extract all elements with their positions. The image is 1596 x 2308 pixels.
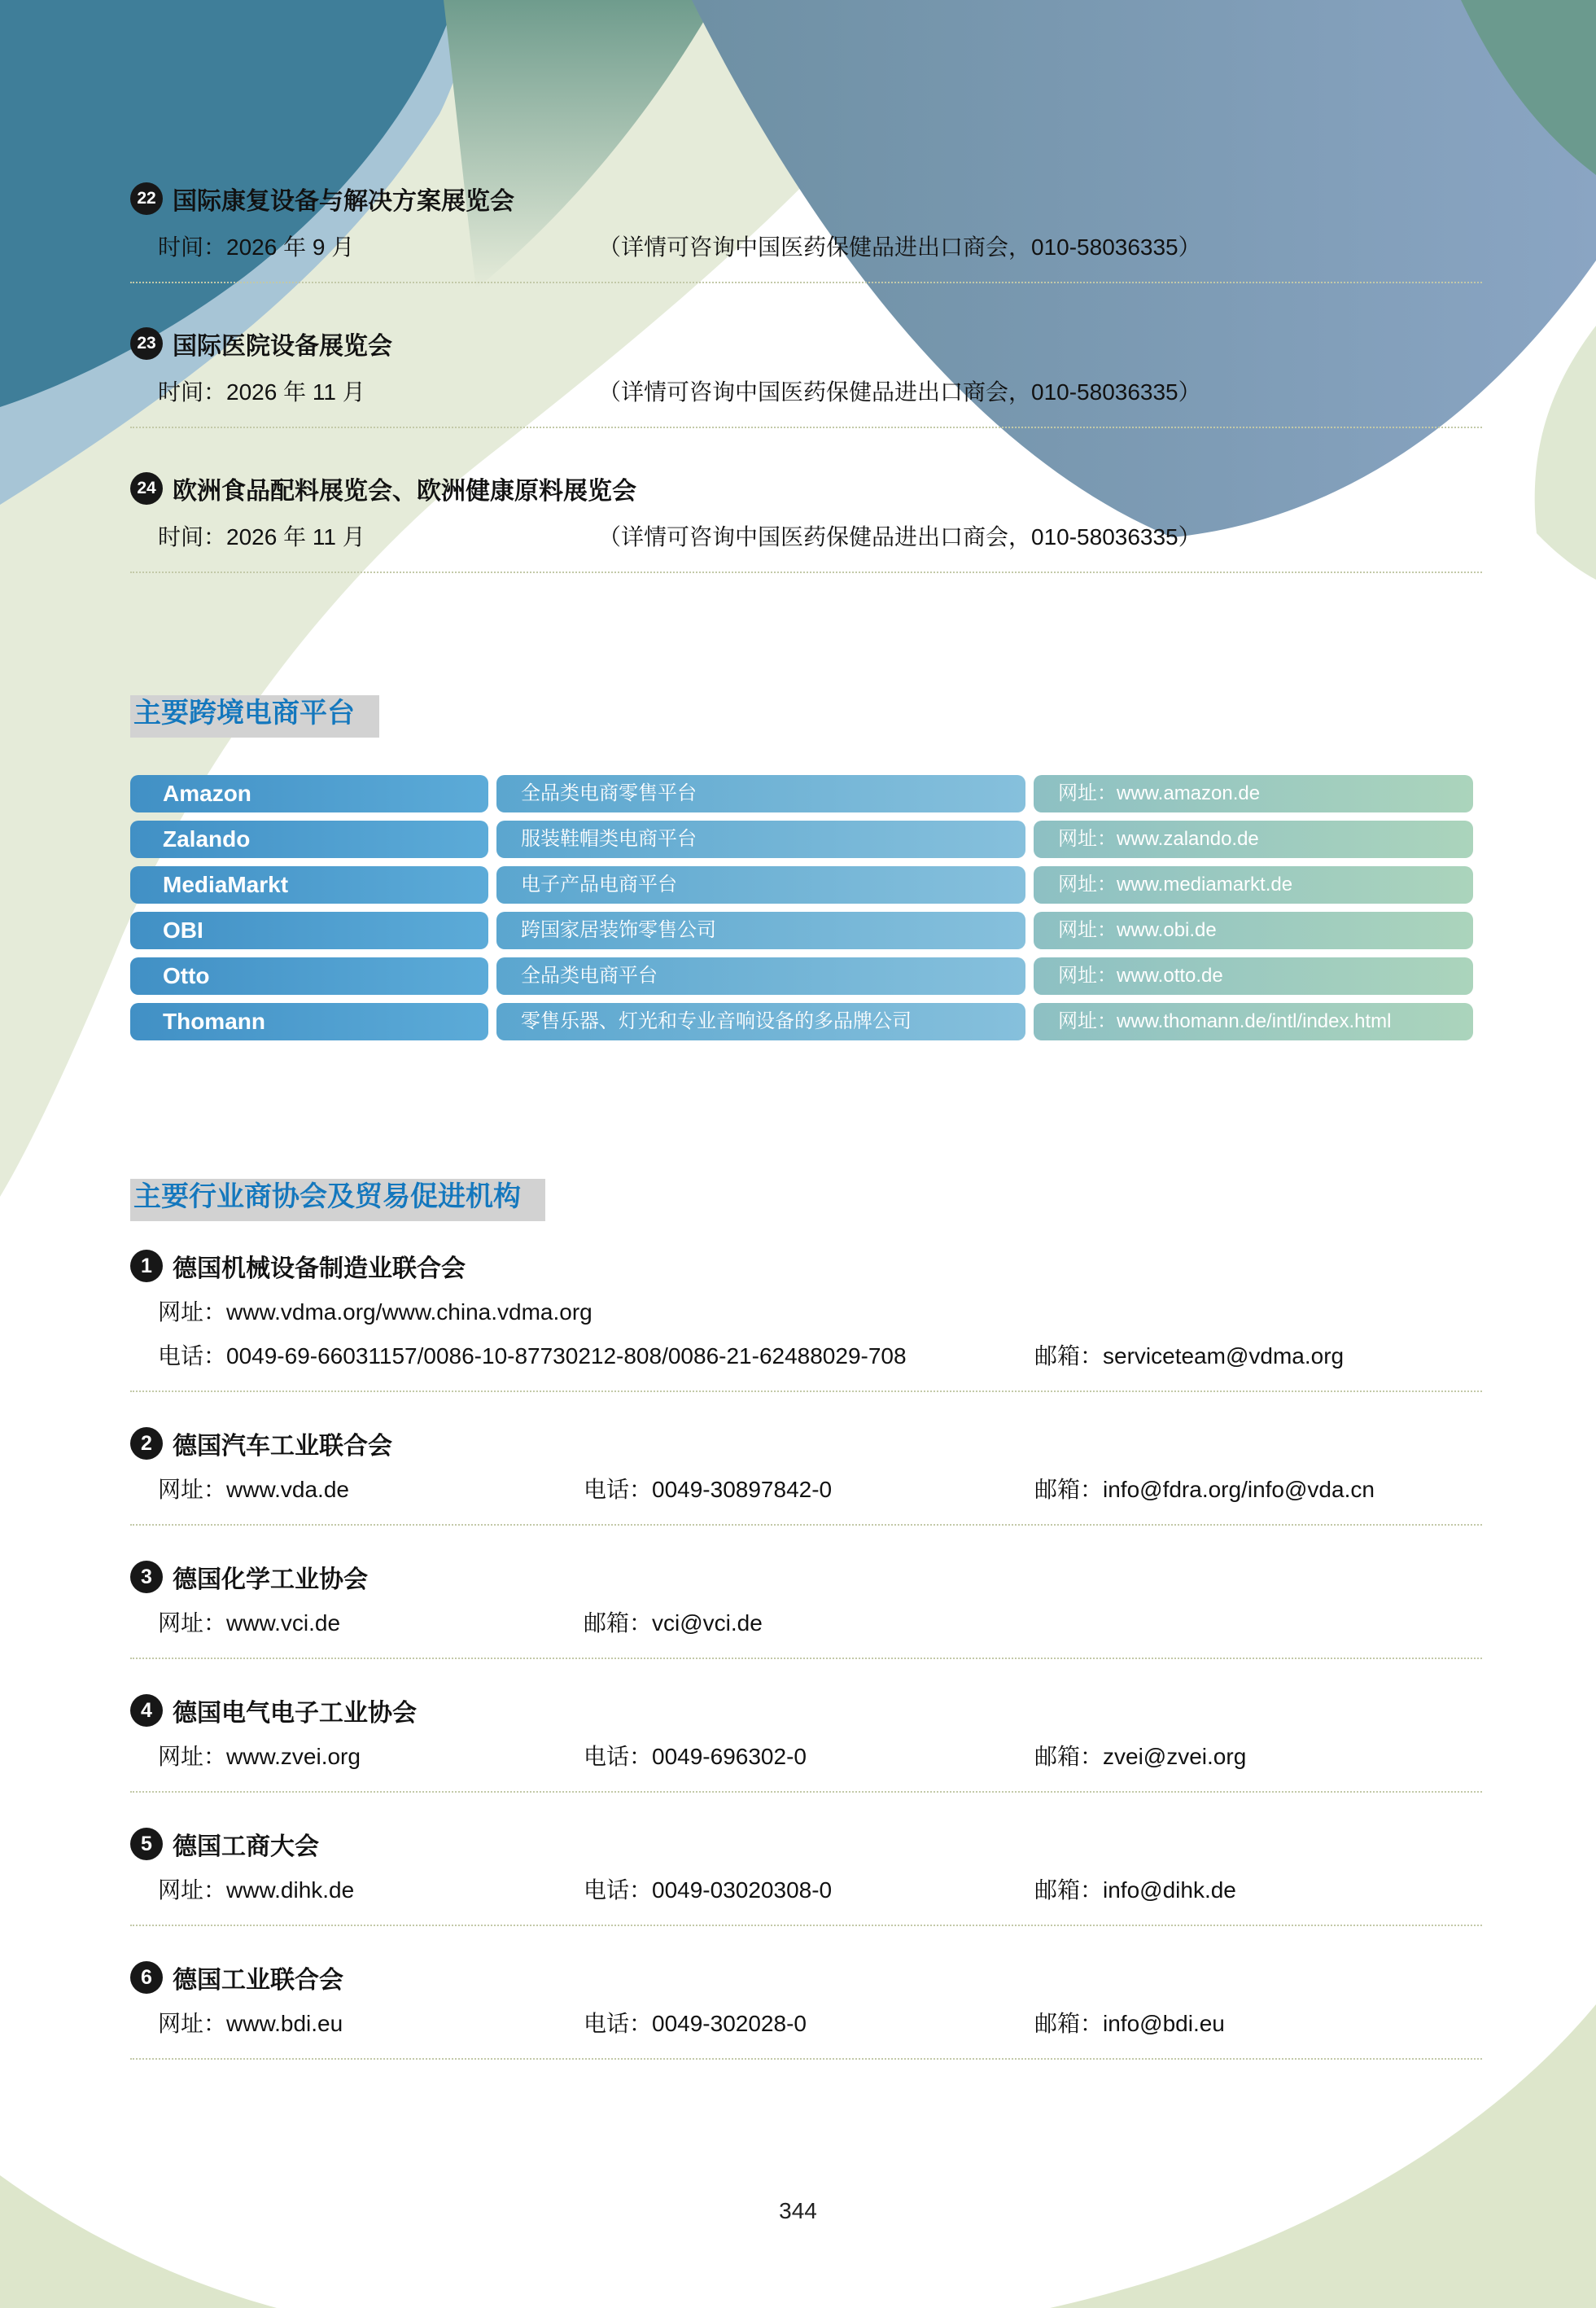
email-label: 邮箱： xyxy=(1034,1877,1104,1903)
platform-name: OBI xyxy=(130,912,488,949)
platform-description: 零售乐器、灯光和专业音响设备的多品牌公司 xyxy=(496,1003,1025,1040)
email-label: 邮箱： xyxy=(1034,1343,1104,1369)
website-label: 网址： xyxy=(158,1877,227,1903)
phone-label: 电话： xyxy=(584,1477,653,1503)
item-number-badge: 1 xyxy=(130,1250,163,1282)
url-value: www.amazon.de xyxy=(1117,782,1261,805)
time-label: 时间： xyxy=(158,379,227,405)
platform-url xyxy=(1034,821,1473,858)
association-email xyxy=(1034,1739,1246,1772)
association-title-row xyxy=(130,1827,1482,1861)
exhibition-title: 国际医院设备展览会 xyxy=(173,333,392,360)
association-website xyxy=(158,1739,361,1772)
association-item xyxy=(130,1827,1482,1926)
website-value: www.vda.de xyxy=(226,1477,349,1503)
platform-url xyxy=(1034,775,1473,812)
ecommerce-section xyxy=(130,695,1482,1040)
association-website xyxy=(158,1472,349,1504)
association-title: 德国化学工业协会 xyxy=(173,1566,368,1594)
exhibition-item xyxy=(130,181,1482,283)
platform-description: 全品类电商零售平台 xyxy=(496,775,1025,812)
time-label: 时间： xyxy=(158,524,227,550)
phone-label: 电话： xyxy=(158,1343,227,1369)
association-item xyxy=(130,1693,1482,1793)
platform-url xyxy=(1034,866,1473,904)
association-phone xyxy=(584,2006,807,2039)
exhibition-detail-row xyxy=(130,519,1482,552)
exhibition-note: （详情可咨询中国医药保健品进出口商会，010-58036335） xyxy=(598,524,1201,550)
phone-value: 0049-30897842-0 xyxy=(652,1477,833,1503)
url-label: 网址： xyxy=(1058,1010,1117,1033)
phone-label: 电话： xyxy=(584,1877,653,1903)
time-label: 时间： xyxy=(158,234,227,260)
exhibition-time xyxy=(158,519,365,552)
exhibition-item xyxy=(130,471,1482,573)
exhibition-note: （详情可咨询中国医药保健品进出口商会，010-58036335） xyxy=(598,234,1201,260)
section-heading-ecommerce: 主要跨境电商平台 xyxy=(130,695,379,738)
phone-value: 0049-302028-0 xyxy=(652,2011,807,2037)
website-value: www.bdi.eu xyxy=(226,2011,343,2037)
association-detail-row xyxy=(130,1294,1482,1327)
time-value: 2026 年 11 月 xyxy=(226,524,365,550)
associations-section xyxy=(130,1179,1482,2060)
association-detail-row xyxy=(130,1605,1482,1638)
association-phone xyxy=(584,1739,807,1772)
association-website xyxy=(158,1872,354,1905)
platform-description: 服装鞋帽类电商平台 xyxy=(496,821,1025,858)
section-heading-wrap xyxy=(130,1179,1482,1221)
association-detail-row xyxy=(130,2006,1482,2039)
association-phone xyxy=(584,1872,832,1905)
item-number-badge: 2 xyxy=(130,1427,163,1460)
association-detail-row xyxy=(130,1472,1482,1504)
dotted-divider xyxy=(130,1658,1482,1659)
association-item xyxy=(130,1960,1482,2060)
url-value: www.otto.de xyxy=(1117,965,1223,988)
url-value: www.thomann.de/intl/index.html xyxy=(1117,1010,1392,1033)
time-value: 2026 年 11 月 xyxy=(226,379,365,405)
email-value: vci@vci.de xyxy=(652,1610,763,1636)
platform-url xyxy=(1034,912,1473,949)
website-label: 网址： xyxy=(158,1477,227,1503)
item-number-badge: 22 xyxy=(130,182,163,215)
url-label: 网址： xyxy=(1058,828,1117,851)
url-label: 网址： xyxy=(1058,919,1117,942)
email-label: 邮箱： xyxy=(584,1610,653,1636)
email-value: info@bdi.eu xyxy=(1103,2011,1225,2037)
platform-description: 跨国家居装饰零售公司 xyxy=(496,912,1025,949)
phone-value: 0049-03020308-0 xyxy=(652,1877,833,1903)
association-title: 德国工业联合会 xyxy=(173,1967,343,1995)
dotted-divider xyxy=(130,1925,1482,1926)
exhibition-title-row xyxy=(130,181,1482,217)
platform-name: Otto xyxy=(130,957,488,995)
association-website xyxy=(158,1294,592,1327)
url-value: www.zalando.de xyxy=(1117,828,1259,851)
email-label: 邮箱： xyxy=(1034,1477,1104,1503)
phone-value: 0049-696302-0 xyxy=(652,1744,807,1770)
platform-name: Amazon xyxy=(130,775,488,812)
email-value: zvei@zvei.org xyxy=(1103,1744,1247,1770)
dotted-divider xyxy=(130,282,1482,283)
exhibition-title: 欧洲食品配料展览会、欧洲健康原料展览会 xyxy=(173,478,636,505)
table-row xyxy=(130,912,1482,949)
platform-description: 全品类电商平台 xyxy=(496,957,1025,995)
table-row xyxy=(130,821,1482,858)
exhibition-detail-row xyxy=(130,230,1482,262)
association-title: 德国机械设备制造业联合会 xyxy=(173,1255,466,1283)
exhibition-time xyxy=(158,374,365,407)
website-label: 网址： xyxy=(158,1744,227,1770)
association-title-row xyxy=(130,1960,1482,1995)
exhibition-title: 国际康复设备与解决方案展览会 xyxy=(173,188,514,215)
platform-table xyxy=(130,775,1482,1040)
dotted-divider xyxy=(130,1390,1482,1392)
association-email xyxy=(584,1605,763,1638)
exhibition-note: （详情可咨询中国医药保健品进出口商会，010-58036335） xyxy=(598,379,1201,405)
association-title: 德国电气电子工业协会 xyxy=(173,1700,417,1728)
association-email xyxy=(1034,1338,1344,1371)
association-phone xyxy=(158,1338,907,1371)
association-email xyxy=(1034,1472,1375,1504)
association-item xyxy=(130,1560,1482,1659)
phone-value: 0049-69-66031157/0086-10-87730212-808/0086-21-62488029-708 xyxy=(226,1343,907,1369)
association-website xyxy=(158,1605,340,1638)
email-value: serviceteam@vdma.org xyxy=(1103,1343,1345,1369)
url-label: 网址： xyxy=(1058,965,1117,988)
exhibition-detail-row xyxy=(130,374,1482,407)
platform-name: MediaMarkt xyxy=(130,866,488,904)
email-value: info@dihk.de xyxy=(1103,1877,1236,1903)
url-value: www.mediamarkt.de xyxy=(1117,874,1293,896)
item-number-badge: 24 xyxy=(130,472,163,505)
association-title-row xyxy=(130,1693,1482,1728)
association-email xyxy=(1034,1872,1236,1905)
dotted-divider xyxy=(130,2058,1482,2060)
url-value: www.obi.de xyxy=(1117,919,1217,942)
association-detail-row xyxy=(130,1739,1482,1772)
item-number-badge: 5 xyxy=(130,1828,163,1860)
exhibition-title-row xyxy=(130,326,1482,361)
dotted-divider xyxy=(130,572,1482,573)
section-heading-wrap xyxy=(130,695,1482,738)
table-row xyxy=(130,866,1482,904)
dotted-divider xyxy=(130,1524,1482,1526)
association-website xyxy=(158,2006,343,2039)
association-phone xyxy=(584,1472,832,1504)
website-label: 网址： xyxy=(158,1610,227,1636)
time-value: 2026 年 9 月 xyxy=(226,234,355,260)
table-row xyxy=(130,957,1482,995)
item-number-badge: 23 xyxy=(130,327,163,360)
table-row xyxy=(130,1003,1482,1040)
association-title-row xyxy=(130,1560,1482,1594)
platform-url xyxy=(1034,957,1473,995)
dotted-divider xyxy=(130,427,1482,428)
url-label: 网址： xyxy=(1058,782,1117,805)
phone-label: 电话： xyxy=(584,2011,653,2037)
platform-url xyxy=(1034,1003,1473,1040)
website-value: www.dihk.de xyxy=(226,1877,355,1903)
item-number-badge: 4 xyxy=(130,1694,163,1727)
website-value: www.zvei.org xyxy=(226,1744,361,1770)
email-value: info@fdra.org/info@vda.cn xyxy=(1103,1477,1375,1503)
exhibition-time xyxy=(158,230,354,262)
association-email xyxy=(1034,2006,1225,2039)
website-label: 网址： xyxy=(158,1299,227,1325)
association-list xyxy=(130,1249,1482,2060)
item-number-badge: 3 xyxy=(130,1561,163,1593)
page-number: 344 xyxy=(779,2198,817,2223)
association-title-row xyxy=(130,1426,1482,1461)
email-label: 邮箱： xyxy=(1034,1744,1104,1770)
platform-name: Zalando xyxy=(130,821,488,858)
association-item xyxy=(130,1426,1482,1526)
deco-sage-bottom-left xyxy=(0,2175,277,2308)
url-label: 网址： xyxy=(1058,874,1117,896)
association-item xyxy=(130,1249,1482,1392)
table-row xyxy=(130,775,1482,812)
platform-name: Thomann xyxy=(130,1003,488,1040)
exhibition-item xyxy=(130,326,1482,428)
platform-description: 电子产品电商平台 xyxy=(496,866,1025,904)
dotted-divider xyxy=(130,1791,1482,1793)
item-number-badge: 6 xyxy=(130,1961,163,1994)
website-value: www.vdma.org/www.china.vdma.org xyxy=(226,1299,592,1325)
email-label: 邮箱： xyxy=(1034,2011,1104,2037)
exhibition-list xyxy=(130,181,1482,573)
website-label: 网址： xyxy=(158,2011,227,2037)
website-value: www.vci.de xyxy=(226,1610,341,1636)
phone-label: 电话： xyxy=(584,1744,653,1770)
association-title: 德国工商大会 xyxy=(173,1833,319,1861)
exhibition-title-row xyxy=(130,471,1482,506)
association-title: 德国汽车工业联合会 xyxy=(173,1433,392,1461)
association-detail-row xyxy=(130,1338,1482,1371)
association-detail-row xyxy=(130,1872,1482,1905)
association-title-row xyxy=(130,1249,1482,1283)
section-heading-associations: 主要行业商协会及贸易促进机构 xyxy=(130,1179,545,1221)
